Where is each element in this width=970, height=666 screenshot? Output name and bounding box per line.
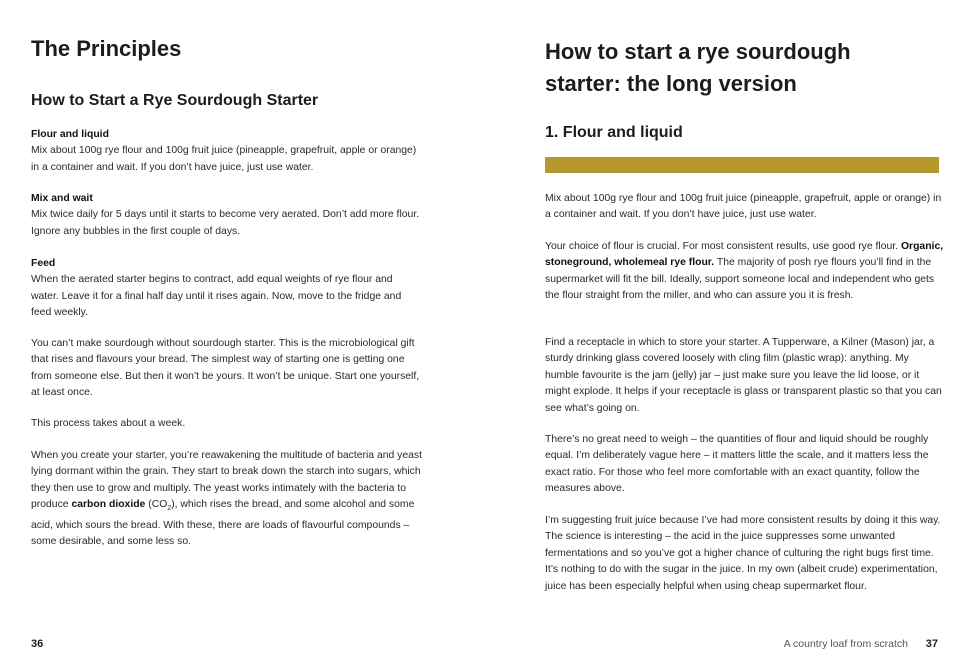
section-subtitle: How to Start a Rye Sourdough Starter: [31, 92, 319, 109]
step-heading: Flour and liquid: [31, 129, 109, 140]
text-run: When you create your starter, you’re reawakening the multitude of bacteria and yeast lying dormant within the grain. They start to break down the starch into sugars, which they then use to grow and multiply. The yeast works intimately with the bacteria to produce: [31, 450, 423, 511]
text-run: The majority of posh rye flours you’ll find in the supermarket will fit the bill. Ideally, support someone local and independent who gets the flour straight from the miller, and who can assure you it is fresh.: [545, 257, 935, 302]
paragraph-text: This process takes about a week.: [31, 418, 186, 429]
paragraph-text: You can’t make sourdough without sourdough starter. This is the microbiological gift that rises and flavours your bread. The simplest way of starting one is getting one from someone else. But then it won’t be yours. It won’t be unique. Start one yourself, at least once.: [31, 338, 420, 399]
body-paragraph: [545, 191, 945, 224]
text-run: Your choice of flour is crucial. For most consistent results, use good rye flour.: [545, 241, 901, 252]
right-page: [485, 0, 970, 666]
page-number: 37: [925, 638, 938, 650]
body-paragraph: [31, 336, 423, 402]
step-text: When the aerated starter begins to contract, add equal weights of rye flour and water. Leave it for a final half day until it rises again. Now, move to the fridge and feed weekly.: [31, 274, 402, 319]
body-paragraph: [545, 432, 945, 498]
step-text: Mix about 100g rye flour and 100g fruit juice (pineapple, grapefruit, apple or orange) in a container and wait. If you don’t have juice, just use water.: [31, 145, 417, 173]
page-title: The Principles: [31, 36, 182, 61]
body-paragraph: [31, 416, 423, 432]
step-flour-and-liquid: [31, 127, 423, 176]
accent-bar: [545, 157, 939, 173]
paragraph-text: I’m suggesting fruit juice because I’ve had more consistent results by doing it this way. The science is interesting – the acid in the juice suppresses some unwanted fermentations and so you’ve got a higher chance of culturing the right bugs first time. It’s nothing to do with the sugar in the juice. In my own (albeit crude) experimentation, juice has been especially helpful when using cheap supermarket flour.: [545, 515, 941, 592]
paragraph-text: There’s no great need to weigh – the quantities of flour and liquid should be roughly equal. I’m deliberately vague here – it matters little the scale, and it matters less the exact ratio. For those who feel more comfortable with an exact quantity, follow the measures above.: [545, 434, 929, 495]
body-paragraph: [545, 239, 945, 305]
text-run: ), which rises the bread, and some alcohol and some acid, which sours the bread. With these, there are loads of flavourful compounds – some desirable, and some less so.: [31, 499, 415, 548]
body-paragraph: [545, 513, 945, 595]
step-feed: [31, 256, 423, 322]
section-heading: 1. Flour and liquid: [545, 124, 683, 141]
bold-term: carbon dioxide: [71, 499, 146, 511]
page-number: 36: [31, 638, 44, 650]
body-paragraph: [545, 335, 945, 417]
paragraph-text: [545, 239, 945, 305]
subscript: 2: [167, 505, 172, 513]
paragraph-text: [31, 448, 423, 551]
step-text: Mix twice daily for 5 days until it starts to become very aerated. Don’t add more flour. Ignore any bubbles in the first couple of days.: [31, 209, 420, 237]
page-title: How to start a rye sourdough starter: the long version: [545, 39, 851, 96]
body-paragraph: [31, 448, 423, 551]
paragraph-text: Mix about 100g rye flour and 100g fruit juice (pineapple, grapefruit, apple or orange) in a container and wait. If you don’t have juice, just use water.: [545, 193, 942, 221]
step-heading: Mix and wait: [31, 193, 93, 204]
running-footer: A country loaf from scratch: [783, 638, 908, 650]
bold-term: Organic, stoneground, wholemeal rye flour.: [545, 241, 944, 269]
paragraph-text: Find a receptacle in which to store your starter. A Tupperware, a Kilner (Mason) jar, a sturdy drinking glass covered loosely with cling film (plastic wrap): anything. My humble favourite is the jam (jelly) jar – just make sure you leave the lid loose, or it might explode. It helps if your receptacle is glass or transparent plastic so that you can see what’s going on.: [545, 337, 942, 414]
step-mix-and-wait: [31, 191, 423, 240]
text-run: (CO: [145, 499, 168, 511]
step-heading: Feed: [31, 258, 56, 269]
